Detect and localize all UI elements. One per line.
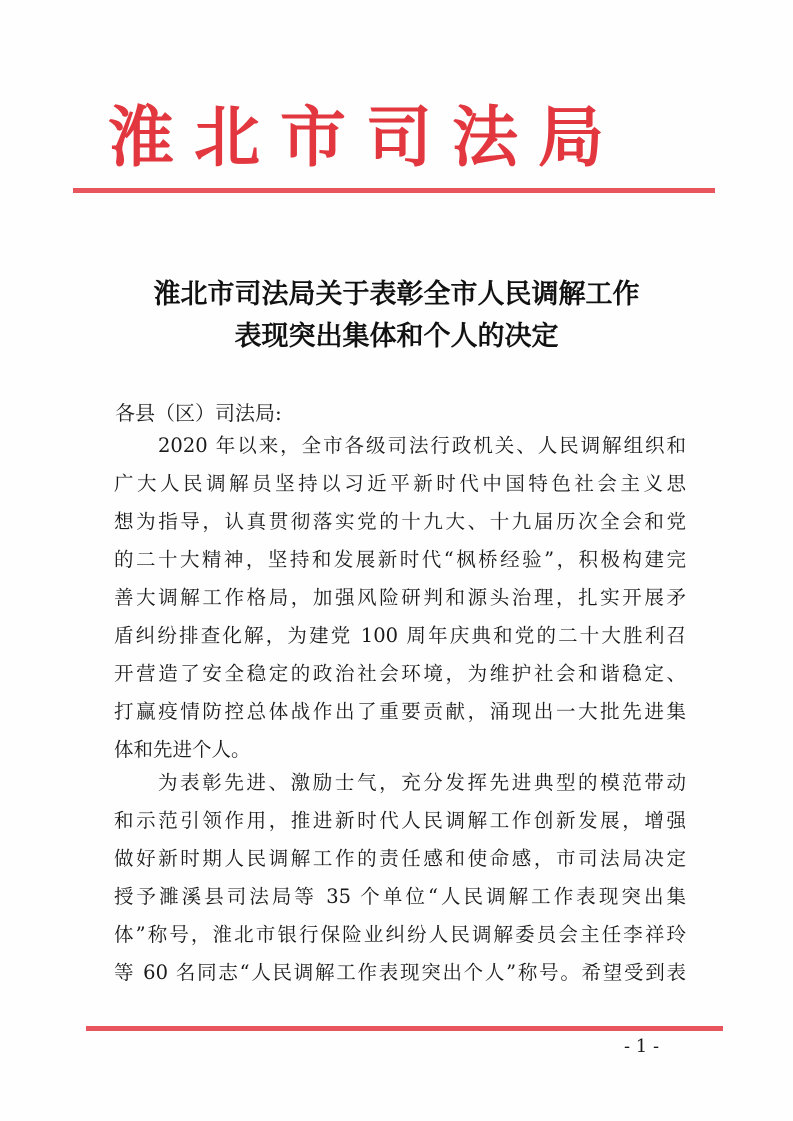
paragraph-line: 等 60 名同志“人民调解工作表现突出个人”称号。希望受到表 — [114, 961, 686, 984]
paragraph-line: 2020 年以来，全市各级司法行政机关、人民调解组织和 — [158, 434, 686, 457]
paragraph-line: 开营造了安全稳定的政治社会环境，为维护社会和谐稳定、 — [114, 662, 686, 685]
body-paragraph-2 — [114, 764, 686, 992]
page-number: - 1 - — [624, 1036, 660, 1057]
paragraph-line: 授予濉溪县司法局等 35 个单位“人民调解工作表现突出集 — [114, 885, 686, 908]
paragraph-line: 体和先进个人。 — [114, 738, 251, 761]
paragraph-line: 盾纠纷排查化解，为建党 100 周年庆典和党的二十大胜利召 — [114, 624, 686, 647]
masthead-title: 淮北市司法局 — [108, 98, 624, 176]
paragraph-line: 打赢疫情防控总体战作出了重要贡献，涌现出一大批先进集 — [114, 700, 686, 723]
paragraph-line: 为表彰先进、激励士气，充分发挥先进典型的模范带动 — [158, 771, 686, 794]
document-title-line: 表现突出集体和个人的决定 — [234, 321, 559, 352]
paragraph-line: 做好新时期人民调解工作的责任感和使命感，市司法局决定 — [114, 847, 686, 870]
paragraph-line: 善大调解工作格局，加强风险研判和源头治理，扎实开展矛 — [114, 586, 686, 609]
paragraph-line: 和示范引领作用，推进新时代人民调解工作创新发展，增强 — [114, 809, 686, 832]
paragraph-line: 的二十大精神，坚持和发展新时代“枫桥经验”，积极构建完 — [114, 548, 686, 571]
paragraph-line: 广大人民调解员坚持以习近平新时代中国特色社会主义思 — [114, 472, 686, 495]
salutation: 各县（区）司法局: — [115, 401, 282, 425]
footer-red-divider — [86, 1026, 723, 1031]
body-paragraph-1 — [114, 427, 686, 769]
paragraph-line: 体”称号，淮北市银行保险业纠纷人民调解委员会主任李祥玲 — [114, 923, 686, 946]
masthead-red-divider — [73, 188, 715, 193]
paragraph-line: 想为指导，认真贯彻落实党的十九大、十九届历次全会和党 — [114, 510, 686, 533]
document-title — [60, 274, 733, 358]
document-title-line: 淮北市司法局关于表彰全市人民调解工作 — [153, 279, 640, 310]
